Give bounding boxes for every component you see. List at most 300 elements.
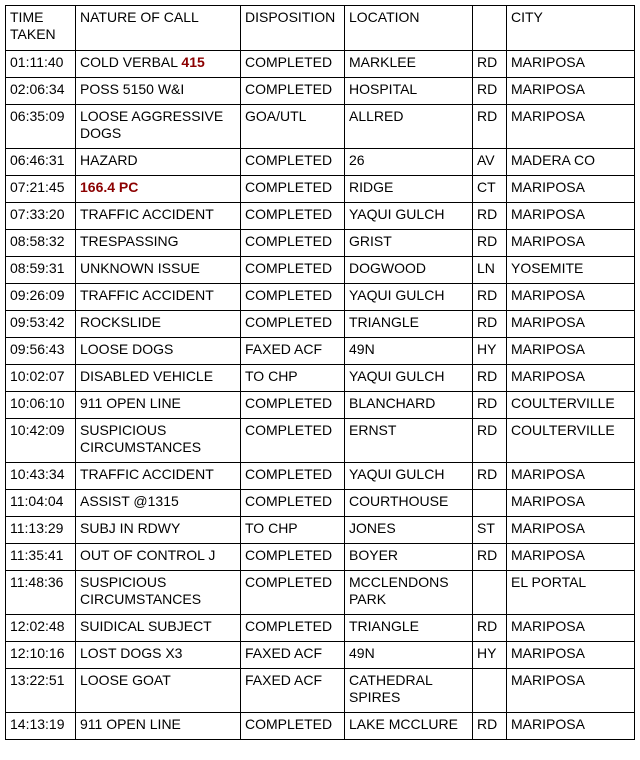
cell-time-taken bbox=[6, 669, 76, 713]
cell-location-text: YAQUI GULCH bbox=[349, 466, 445, 482]
table-row bbox=[6, 490, 635, 517]
cell-nature-of-call bbox=[76, 713, 241, 740]
cell-city-text: MARIPOSA bbox=[511, 206, 585, 222]
cell-nature-of-call bbox=[76, 490, 241, 517]
header-city: CITY bbox=[507, 6, 635, 51]
cell-time-taken bbox=[6, 257, 76, 284]
cell-city-text: MARIPOSA bbox=[511, 547, 585, 563]
cell-time-taken-text: 11:35:41 bbox=[10, 547, 64, 563]
cell-nature-of-call bbox=[76, 51, 241, 78]
cell-disposition-text: FAXED ACF bbox=[245, 645, 323, 661]
cell-time-taken bbox=[6, 463, 76, 490]
cell-nature-of-call-text: POSS 5150 W&I bbox=[80, 81, 185, 97]
cell-time-taken bbox=[6, 615, 76, 642]
cell-disposition bbox=[241, 669, 345, 713]
cell-nature-of-call bbox=[76, 419, 241, 463]
cell-nature-of-call-text: 911 OPEN LINE bbox=[80, 395, 181, 411]
cell-time-taken-text: 14:13:19 bbox=[10, 716, 65, 732]
cell-location-text: BOYER bbox=[349, 547, 399, 563]
cell-time-taken-text: 13:22:51 bbox=[10, 672, 65, 688]
cell-street-suffix-text: RD bbox=[477, 368, 498, 384]
table-row bbox=[6, 149, 635, 176]
cell-location-text: 26 bbox=[349, 152, 365, 168]
cell-street-suffix bbox=[473, 517, 507, 544]
cell-disposition-text: COMPLETED bbox=[245, 422, 333, 438]
cell-time-taken-text: 12:02:48 bbox=[10, 618, 65, 634]
cell-disposition bbox=[241, 311, 345, 338]
cell-location bbox=[345, 257, 473, 284]
cell-nature-of-call-text: TRAFFIC ACCIDENT bbox=[80, 287, 214, 303]
cell-disposition-text: COMPLETED bbox=[245, 81, 333, 97]
cell-time-taken-text: 10:43:34 bbox=[10, 466, 65, 482]
cell-location bbox=[345, 176, 473, 203]
cell-city bbox=[507, 365, 635, 392]
cell-location-text: HOSPITAL bbox=[349, 81, 418, 97]
cell-disposition-text: FAXED ACF bbox=[245, 341, 323, 357]
cell-disposition bbox=[241, 78, 345, 105]
cell-location bbox=[345, 642, 473, 669]
cell-nature-of-call-text: TRAFFIC ACCIDENT bbox=[80, 206, 214, 222]
cell-city bbox=[507, 615, 635, 642]
cell-disposition-text: FAXED ACF bbox=[245, 672, 323, 688]
cell-street-suffix bbox=[473, 615, 507, 642]
cell-location bbox=[345, 284, 473, 311]
table-row bbox=[6, 419, 635, 463]
cell-location-text: JONES bbox=[349, 520, 396, 536]
cell-location bbox=[345, 517, 473, 544]
cell-street-suffix bbox=[473, 176, 507, 203]
table-row bbox=[6, 257, 635, 284]
cell-street-suffix-text: HY bbox=[477, 645, 497, 661]
cell-city bbox=[507, 571, 635, 615]
cell-street-suffix bbox=[473, 203, 507, 230]
cell-location-text: 49N bbox=[349, 341, 375, 357]
cell-city bbox=[507, 51, 635, 78]
cell-city bbox=[507, 463, 635, 490]
cell-time-taken-text: 09:56:43 bbox=[10, 341, 65, 357]
cell-city bbox=[507, 669, 635, 713]
cell-disposition bbox=[241, 51, 345, 78]
cell-street-suffix bbox=[473, 51, 507, 78]
cell-nature-of-call bbox=[76, 463, 241, 490]
cell-time-taken-text: 02:06:34 bbox=[10, 81, 65, 97]
cell-nature-code-highlight: 166.4 PC bbox=[80, 179, 139, 195]
cell-time-taken bbox=[6, 51, 76, 78]
cell-location bbox=[345, 51, 473, 78]
cell-location bbox=[345, 338, 473, 365]
cell-disposition-text: COMPLETED bbox=[245, 260, 333, 276]
cell-time-taken-text: 10:06:10 bbox=[10, 395, 65, 411]
cell-location bbox=[345, 392, 473, 419]
cell-disposition bbox=[241, 517, 345, 544]
cell-disposition bbox=[241, 615, 345, 642]
cell-time-taken-text: 09:53:42 bbox=[10, 314, 65, 330]
cell-disposition-text: COMPLETED bbox=[245, 493, 333, 509]
cell-nature-of-call-text: HAZARD bbox=[80, 152, 138, 168]
cell-disposition bbox=[241, 203, 345, 230]
cell-disposition bbox=[241, 149, 345, 176]
cell-street-suffix bbox=[473, 257, 507, 284]
cell-disposition-text: COMPLETED bbox=[245, 574, 333, 590]
cell-nature-of-call-text: SUIDICAL SUBJECT bbox=[80, 618, 212, 634]
table-row bbox=[6, 365, 635, 392]
cell-nature-of-call-text: TRAFFIC ACCIDENT bbox=[80, 466, 214, 482]
header-time-taken: TIME TAKEN bbox=[6, 6, 76, 51]
cell-city-text: MARIPOSA bbox=[511, 493, 585, 509]
cell-nature-of-call bbox=[76, 544, 241, 571]
header-location: LOCATION bbox=[345, 6, 473, 51]
table-row bbox=[6, 338, 635, 365]
cell-time-taken bbox=[6, 517, 76, 544]
cell-disposition bbox=[241, 463, 345, 490]
cell-nature-of-call bbox=[76, 669, 241, 713]
table-row bbox=[6, 463, 635, 490]
cell-disposition-text: COMPLETED bbox=[245, 179, 333, 195]
cell-street-suffix-text: RD bbox=[477, 716, 498, 732]
cell-nature-of-call bbox=[76, 176, 241, 203]
cell-time-taken-text: 10:02:07 bbox=[10, 368, 65, 384]
cell-location-text: BLANCHARD bbox=[349, 395, 436, 411]
cell-nature-of-call-text: UNKNOWN ISSUE bbox=[80, 260, 200, 276]
cell-disposition bbox=[241, 257, 345, 284]
cell-street-suffix-text: HY bbox=[477, 341, 497, 357]
cell-street-suffix-text: RD bbox=[477, 466, 498, 482]
cell-street-suffix bbox=[473, 338, 507, 365]
cell-street-suffix bbox=[473, 544, 507, 571]
cell-nature-of-call-text: ROCKSLIDE bbox=[80, 314, 161, 330]
cell-city-text: MARIPOSA bbox=[511, 645, 585, 661]
cell-time-taken-text: 10:42:09 bbox=[10, 422, 65, 438]
cell-city-text: MARIPOSA bbox=[511, 618, 585, 634]
cell-city bbox=[507, 284, 635, 311]
cell-street-suffix-text: RD bbox=[477, 422, 498, 438]
cell-street-suffix bbox=[473, 392, 507, 419]
cell-time-taken-text: 12:10:16 bbox=[10, 645, 65, 661]
cell-city-text: YOSEMITE bbox=[511, 260, 584, 276]
cell-street-suffix-text: RD bbox=[477, 81, 498, 97]
table-row bbox=[6, 105, 635, 149]
cell-location-text: COURTHOUSE bbox=[349, 493, 449, 509]
cell-city bbox=[507, 490, 635, 517]
table-row bbox=[6, 571, 635, 615]
cell-disposition-text: COMPLETED bbox=[245, 54, 333, 70]
cell-time-taken bbox=[6, 230, 76, 257]
cell-nature-of-call bbox=[76, 517, 241, 544]
cell-city-text: MARIPOSA bbox=[511, 108, 585, 124]
cell-time-taken-text: 07:33:20 bbox=[10, 206, 65, 222]
table-row bbox=[6, 544, 635, 571]
cell-location-text: ALLRED bbox=[349, 108, 404, 124]
cell-disposition bbox=[241, 713, 345, 740]
cell-disposition bbox=[241, 176, 345, 203]
cell-location bbox=[345, 713, 473, 740]
header-nature-of-call: NATURE OF CALL bbox=[76, 6, 241, 51]
cell-nature-of-call-text: SUSPICIOUS CIRCUMSTANCES bbox=[80, 422, 202, 455]
cell-city-text: MARIPOSA bbox=[511, 341, 585, 357]
cell-nature-of-call-text: 911 OPEN LINE bbox=[80, 716, 181, 732]
table-row bbox=[6, 669, 635, 713]
cell-nature-of-call-text: SUSPICIOUS CIRCUMSTANCES bbox=[80, 574, 202, 607]
cell-street-suffix-text: AV bbox=[477, 152, 495, 168]
cell-disposition-text: COMPLETED bbox=[245, 152, 333, 168]
cell-time-taken-text: 01:11:40 bbox=[10, 54, 64, 70]
cell-location-text: MARKLEE bbox=[349, 54, 416, 70]
cell-nature-of-call bbox=[76, 203, 241, 230]
cell-nature-of-call bbox=[76, 392, 241, 419]
cell-location-text: MCCLENDONS PARK bbox=[349, 574, 449, 607]
cell-location bbox=[345, 669, 473, 713]
cell-disposition bbox=[241, 284, 345, 311]
cell-nature-of-call-text: LOOSE DOGS bbox=[80, 341, 174, 357]
cell-disposition-text: COMPLETED bbox=[245, 206, 333, 222]
cell-nature-of-call-text: LOOSE GOAT bbox=[80, 672, 171, 688]
cell-nature-of-call bbox=[76, 365, 241, 392]
cell-city bbox=[507, 78, 635, 105]
cell-city-text: EL PORTAL bbox=[511, 574, 587, 590]
cell-city-text: MARIPOSA bbox=[511, 520, 585, 536]
cell-time-taken-text: 08:58:32 bbox=[10, 233, 65, 249]
cell-location bbox=[345, 78, 473, 105]
cell-time-taken-text: 11:48:36 bbox=[10, 574, 64, 590]
cell-street-suffix bbox=[473, 571, 507, 615]
cell-nature-of-call-text: OUT OF CONTROL J bbox=[80, 547, 216, 563]
cell-city bbox=[507, 149, 635, 176]
cell-city bbox=[507, 203, 635, 230]
cell-time-taken-text: 07:21:45 bbox=[10, 179, 65, 195]
cell-time-taken bbox=[6, 713, 76, 740]
cell-city-text: MARIPOSA bbox=[511, 54, 585, 70]
cell-location-text: YAQUI GULCH bbox=[349, 206, 445, 222]
cell-location-text: ERNST bbox=[349, 422, 397, 438]
cell-street-suffix bbox=[473, 230, 507, 257]
cell-disposition-text: COMPLETED bbox=[245, 547, 333, 563]
cell-time-taken bbox=[6, 338, 76, 365]
cell-street-suffix-text: RD bbox=[477, 547, 498, 563]
cell-street-suffix-text: RD bbox=[477, 206, 498, 222]
cell-city bbox=[507, 713, 635, 740]
cell-city bbox=[507, 544, 635, 571]
cell-street-suffix-text: RD bbox=[477, 108, 498, 124]
cell-city bbox=[507, 257, 635, 284]
cell-disposition-text: COMPLETED bbox=[245, 618, 333, 634]
cell-nature-of-call bbox=[76, 149, 241, 176]
cell-city bbox=[507, 105, 635, 149]
call-log-body bbox=[6, 51, 635, 740]
cell-disposition-text: COMPLETED bbox=[245, 395, 333, 411]
cell-disposition bbox=[241, 419, 345, 463]
cell-disposition-text: COMPLETED bbox=[245, 466, 333, 482]
cell-time-taken bbox=[6, 544, 76, 571]
cell-time-taken bbox=[6, 490, 76, 517]
table-row bbox=[6, 176, 635, 203]
cell-street-suffix bbox=[473, 365, 507, 392]
cell-nature-of-call bbox=[76, 311, 241, 338]
header-street-suffix bbox=[473, 6, 507, 51]
table-row bbox=[6, 713, 635, 740]
cell-nature-of-call bbox=[76, 571, 241, 615]
cell-city bbox=[507, 176, 635, 203]
cell-time-taken bbox=[6, 78, 76, 105]
cell-street-suffix bbox=[473, 149, 507, 176]
cell-location-text: 49N bbox=[349, 645, 375, 661]
cell-nature-of-call bbox=[76, 105, 241, 149]
cell-city-text: MARIPOSA bbox=[511, 368, 585, 384]
cell-time-taken bbox=[6, 642, 76, 669]
cell-city-text: MADERA CO bbox=[511, 152, 596, 168]
cell-disposition bbox=[241, 642, 345, 669]
table-row bbox=[6, 78, 635, 105]
cell-street-suffix bbox=[473, 311, 507, 338]
cell-disposition bbox=[241, 571, 345, 615]
cell-location-text: RIDGE bbox=[349, 179, 394, 195]
cell-disposition-text: COMPLETED bbox=[245, 314, 333, 330]
cell-street-suffix-text: RD bbox=[477, 287, 498, 303]
cell-nature-of-call bbox=[76, 257, 241, 284]
cell-nature-of-call bbox=[76, 78, 241, 105]
cell-time-taken-text: 06:46:31 bbox=[10, 152, 65, 168]
table-row bbox=[6, 642, 635, 669]
cell-city bbox=[507, 419, 635, 463]
cell-time-taken bbox=[6, 105, 76, 149]
cell-time-taken bbox=[6, 311, 76, 338]
cell-disposition bbox=[241, 544, 345, 571]
cell-city bbox=[507, 338, 635, 365]
cell-time-taken-text: 11:13:29 bbox=[10, 520, 64, 536]
table-row bbox=[6, 203, 635, 230]
table-row bbox=[6, 51, 635, 78]
cell-disposition bbox=[241, 338, 345, 365]
cell-nature-of-call-text: DISABLED VEHICLE bbox=[80, 368, 214, 384]
cell-location bbox=[345, 230, 473, 257]
cell-time-taken bbox=[6, 419, 76, 463]
table-row bbox=[6, 230, 635, 257]
cell-location bbox=[345, 203, 473, 230]
cell-street-suffix-text: RD bbox=[477, 618, 498, 634]
cell-street-suffix-text: RD bbox=[477, 395, 498, 411]
cell-disposition bbox=[241, 490, 345, 517]
cell-city-text: MARIPOSA bbox=[511, 314, 585, 330]
cell-time-taken bbox=[6, 203, 76, 230]
cell-disposition-text: GOA/UTL bbox=[245, 108, 307, 124]
cell-street-suffix-text: LN bbox=[477, 260, 495, 276]
cell-time-taken bbox=[6, 392, 76, 419]
cell-street-suffix bbox=[473, 490, 507, 517]
cell-city-text: MARIPOSA bbox=[511, 233, 585, 249]
cell-disposition-text: COMPLETED bbox=[245, 716, 333, 732]
cell-time-taken bbox=[6, 149, 76, 176]
cell-city bbox=[507, 392, 635, 419]
cell-disposition bbox=[241, 392, 345, 419]
cell-location-text: DOGWOOD bbox=[349, 260, 426, 276]
cell-nature-of-call-text: SUBJ IN RDWY bbox=[80, 520, 181, 536]
cell-time-taken bbox=[6, 365, 76, 392]
cell-nature-of-call-text: ASSIST @1315 bbox=[80, 493, 179, 509]
cell-nature-of-call bbox=[76, 642, 241, 669]
cell-location-text: TRIANGLE bbox=[349, 618, 420, 634]
cell-city-text: COULTERVILLE bbox=[511, 422, 615, 438]
cell-street-suffix-text: ST bbox=[477, 520, 495, 536]
cell-city bbox=[507, 517, 635, 544]
cell-city-text: MARIPOSA bbox=[511, 81, 585, 97]
cell-street-suffix bbox=[473, 642, 507, 669]
cell-location bbox=[345, 463, 473, 490]
cell-location bbox=[345, 615, 473, 642]
cell-city bbox=[507, 642, 635, 669]
cell-city-text: MARIPOSA bbox=[511, 466, 585, 482]
cell-location-text: CATHEDRAL SPIRES bbox=[349, 672, 433, 705]
cell-time-taken bbox=[6, 176, 76, 203]
cell-city-text: MARIPOSA bbox=[511, 287, 585, 303]
table-row bbox=[6, 311, 635, 338]
cell-disposition-text: TO CHP bbox=[245, 368, 298, 384]
cell-location-text: LAKE MCCLURE bbox=[349, 716, 458, 732]
cell-city-text: MARIPOSA bbox=[511, 716, 585, 732]
cell-location-text: YAQUI GULCH bbox=[349, 368, 445, 384]
cell-street-suffix-text: RD bbox=[477, 54, 498, 70]
table-row bbox=[6, 517, 635, 544]
cell-time-taken-text: 11:04:04 bbox=[10, 493, 64, 509]
cell-disposition bbox=[241, 230, 345, 257]
cell-nature-of-call-text: LOST DOGS X3 bbox=[80, 645, 183, 661]
cell-street-suffix-text: CT bbox=[477, 179, 496, 195]
cell-location bbox=[345, 490, 473, 517]
cell-street-suffix bbox=[473, 463, 507, 490]
cell-disposition-text: COMPLETED bbox=[245, 233, 333, 249]
cell-nature-of-call bbox=[76, 230, 241, 257]
cell-location-text: TRIANGLE bbox=[349, 314, 420, 330]
cell-nature-of-call-text: LOOSE AGGRESSIVE DOGS bbox=[80, 108, 224, 141]
table-row bbox=[6, 392, 635, 419]
cell-street-suffix bbox=[473, 669, 507, 713]
header-disposition: DISPOSITION bbox=[241, 6, 345, 51]
cell-street-suffix bbox=[473, 284, 507, 311]
cell-street-suffix-text: RD bbox=[477, 233, 498, 249]
cell-nature-of-call bbox=[76, 284, 241, 311]
cell-street-suffix bbox=[473, 78, 507, 105]
cell-city bbox=[507, 311, 635, 338]
cell-location bbox=[345, 311, 473, 338]
cell-time-taken-text: 09:26:09 bbox=[10, 287, 65, 303]
cell-nature-of-call bbox=[76, 338, 241, 365]
table-row bbox=[6, 615, 635, 642]
cell-street-suffix bbox=[473, 105, 507, 149]
cell-time-taken-text: 08:59:31 bbox=[10, 260, 65, 276]
cell-nature-of-call-text: COLD VERBAL bbox=[80, 54, 182, 70]
header-row bbox=[6, 6, 635, 51]
cell-disposition bbox=[241, 365, 345, 392]
cell-location bbox=[345, 365, 473, 392]
cell-location bbox=[345, 544, 473, 571]
cell-disposition bbox=[241, 105, 345, 149]
cell-location bbox=[345, 571, 473, 615]
table-row bbox=[6, 284, 635, 311]
cell-time-taken bbox=[6, 571, 76, 615]
cell-time-taken-text: 06:35:09 bbox=[10, 108, 65, 124]
cell-disposition-text: TO CHP bbox=[245, 520, 298, 536]
cell-city-text: COULTERVILLE bbox=[511, 395, 615, 411]
cell-street-suffix bbox=[473, 713, 507, 740]
cell-location-text: YAQUI GULCH bbox=[349, 287, 445, 303]
cell-time-taken bbox=[6, 284, 76, 311]
cell-location bbox=[345, 105, 473, 149]
cell-city-text: MARIPOSA bbox=[511, 179, 585, 195]
cell-nature-of-call bbox=[76, 615, 241, 642]
call-log-document bbox=[5, 5, 635, 740]
cell-nature-of-call-text: TRESPASSING bbox=[80, 233, 179, 249]
cell-city bbox=[507, 230, 635, 257]
cell-city-text: MARIPOSA bbox=[511, 672, 585, 688]
cell-location bbox=[345, 149, 473, 176]
